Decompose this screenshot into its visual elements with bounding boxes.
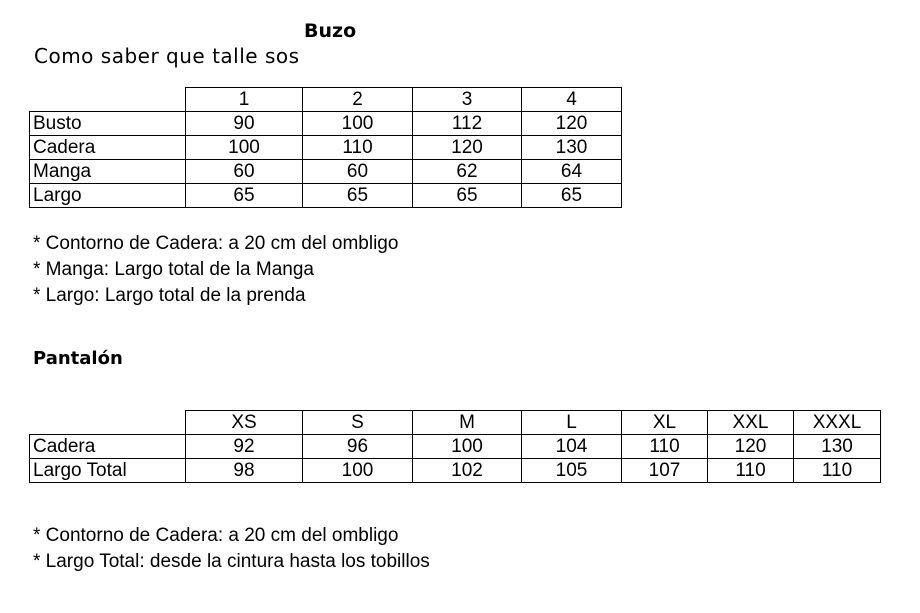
pantalon-notes — [33, 523, 430, 575]
table-cell: 65 — [186, 184, 303, 208]
table-corner-cell — [30, 411, 186, 435]
table-cell: 104 — [522, 435, 622, 459]
table-cell: 105 — [522, 459, 622, 483]
table-cell: 120 — [522, 112, 622, 136]
table-cell: 110 — [303, 136, 413, 160]
table-cell: 100 — [303, 459, 413, 483]
table-cell: 100 — [303, 112, 413, 136]
table-cell: 92 — [186, 435, 303, 459]
buzo-notes — [33, 231, 398, 309]
column-header: XXL — [708, 411, 794, 435]
table-cell: 102 — [413, 459, 522, 483]
table-cell: 62 — [413, 160, 522, 184]
table-row — [30, 184, 622, 208]
table-cell: 110 — [794, 459, 881, 483]
pantalon-title: Pantalón — [33, 348, 123, 369]
table-cell: 60 — [303, 160, 413, 184]
table-row — [30, 160, 622, 184]
table-cell: 110 — [622, 435, 708, 459]
size-guide-subtitle: Como saber que talle sos — [34, 44, 300, 68]
buzo-title: Buzo — [304, 20, 357, 42]
pantalon-size-table — [29, 410, 881, 483]
table-cell: 98 — [186, 459, 303, 483]
table-cell: 100 — [186, 136, 303, 160]
column-header: XXXL — [794, 411, 881, 435]
table-cell: 112 — [413, 112, 522, 136]
table-row — [30, 435, 881, 459]
column-header: XL — [622, 411, 708, 435]
table-cell: 130 — [522, 136, 622, 160]
table-cell: 100 — [413, 435, 522, 459]
row-label: Manga — [30, 160, 186, 184]
column-header: 4 — [522, 88, 622, 112]
table-cell: 96 — [303, 435, 413, 459]
table-cell: 65 — [303, 184, 413, 208]
note-line: * Contorno de Cadera: a 20 cm del ombligo — [33, 233, 399, 254]
row-label: Busto — [30, 112, 186, 136]
row-label: Largo Total — [30, 459, 186, 483]
column-header: XS — [186, 411, 303, 435]
table-cell: 120 — [413, 136, 522, 160]
table-header-row — [30, 88, 622, 112]
row-label: Largo — [30, 184, 186, 208]
table-row — [30, 112, 622, 136]
table-cell: 65 — [413, 184, 522, 208]
column-header: S — [303, 411, 413, 435]
table-cell: 120 — [708, 435, 794, 459]
table-corner-cell — [30, 88, 186, 112]
buzo-size-table — [29, 87, 622, 208]
column-header: L — [522, 411, 622, 435]
table-cell: 107 — [622, 459, 708, 483]
note-line: * Largo Total: desde la cintura hasta los tobillos — [33, 551, 430, 572]
table-cell: 60 — [186, 160, 303, 184]
table-cell: 65 — [522, 184, 622, 208]
row-label: Cadera — [30, 136, 186, 160]
table-row — [30, 136, 622, 160]
note-line: * Contorno de Cadera: a 20 cm del ombligo — [33, 525, 399, 546]
table-cell: 64 — [522, 160, 622, 184]
row-label: Cadera — [30, 435, 186, 459]
column-header: 2 — [303, 88, 413, 112]
table-cell: 90 — [186, 112, 303, 136]
note-line: * Largo: Largo total de la prenda — [33, 285, 306, 306]
table-header-row — [30, 411, 881, 435]
note-line: * Manga: Largo total de la Manga — [33, 259, 314, 280]
table-row — [30, 459, 881, 483]
table-cell: 110 — [708, 459, 794, 483]
column-header: M — [413, 411, 522, 435]
column-header: 1 — [186, 88, 303, 112]
column-header: 3 — [413, 88, 522, 112]
table-cell: 130 — [794, 435, 881, 459]
